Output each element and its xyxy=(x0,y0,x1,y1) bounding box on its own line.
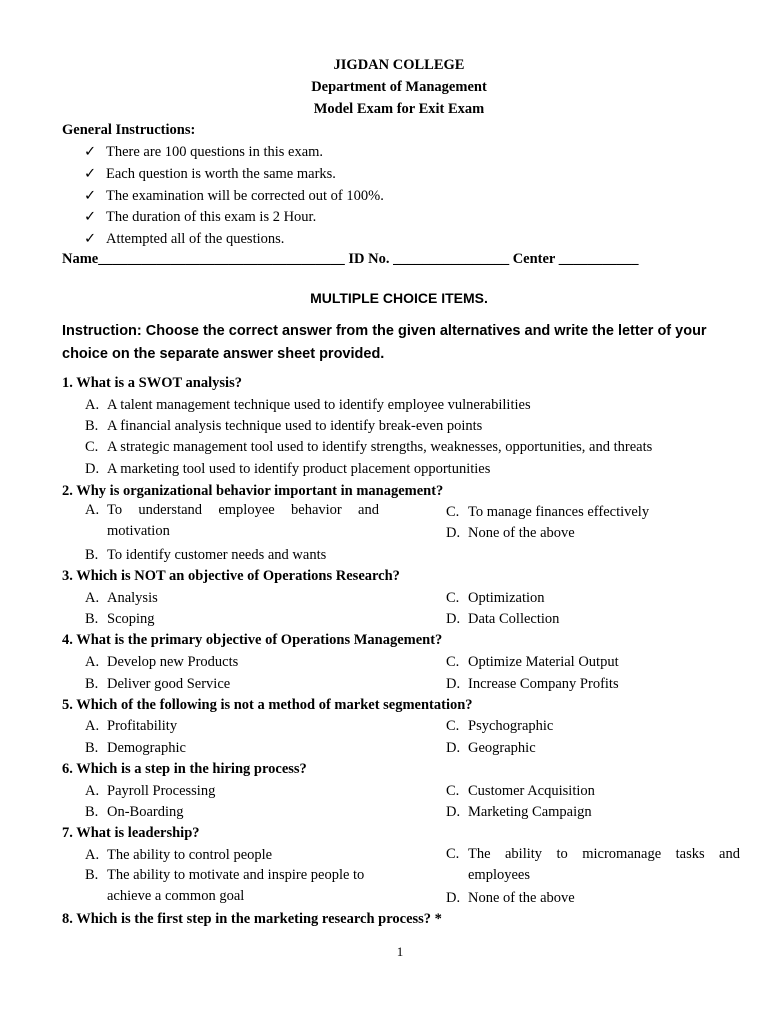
section-instruction: Instruction: Choose the correct answer from the given alternatives and write the letter of your choice on the separate answer sheet provided. xyxy=(62,323,707,362)
option-2a: A. To understand employee behavior and motivation xyxy=(85,502,379,539)
college-name: JIGDAN COLLEGE xyxy=(333,57,465,73)
department-name: Department of Management xyxy=(311,79,487,95)
instruction-item: ✓ There are 100 questions in this exam. xyxy=(84,144,324,160)
option-3a: A. Analysis xyxy=(85,590,158,606)
instruction-item: ✓ The duration of this exam is 2 Hour. xyxy=(84,209,317,225)
option-1d: D. A marketing tool used to identify product placement opportunities xyxy=(85,461,491,477)
option-1a: A. A talent management technique used to identify employee vulnerabilities xyxy=(85,397,531,413)
question-1: 1. What is a SWOT analysis? xyxy=(62,375,242,391)
general-instructions-heading: General Instructions: xyxy=(62,122,196,138)
question-2: 2. Why is organizational behavior important in management? xyxy=(62,483,444,499)
option-6d: D. Marketing Campaign xyxy=(446,804,592,820)
instruction-item: ✓ Each question is worth the same marks. xyxy=(84,166,336,182)
question-8: 8. Which is the first step in the marketing research process? * xyxy=(62,911,442,927)
instruction-item: ✓ The examination will be corrected out of 100%. xyxy=(84,188,384,204)
option-4d: D. Increase Company Profits xyxy=(446,676,619,692)
option-4c: C. Optimize Material Output xyxy=(446,654,619,670)
checkmark-icon: ✓ xyxy=(84,231,97,247)
question-5: 5. Which of the following is not a method of market segmentation? xyxy=(62,697,473,713)
option-2d: D. None of the above xyxy=(446,525,575,541)
option-4b: B. Deliver good Service xyxy=(85,676,231,692)
question-6: 6. Which is a step in the hiring process? xyxy=(62,761,307,777)
option-1b: B. A financial analysis technique used to identify break-even points xyxy=(85,418,483,434)
option-7c: C. The ability to micromanage tasks and employees xyxy=(446,846,740,883)
option-7b: B. The ability to motivate and inspire people to achieve a common goal xyxy=(85,867,365,904)
candidate-fields-line: Name__________________________________ ID No. ________________ Center ___________ xyxy=(62,251,639,267)
option-3c: C. Optimization xyxy=(446,590,545,606)
option-3d: D. Data Collection xyxy=(446,611,560,627)
option-2c: C. To manage finances effectively xyxy=(446,504,650,520)
option-6a: A. Payroll Processing xyxy=(85,783,216,799)
option-6c: C. Customer Acquisition xyxy=(446,783,595,799)
section-title: MULTIPLE CHOICE ITEMS. xyxy=(310,290,488,306)
instruction-item: ✓ Attempted all of the questions. xyxy=(84,231,285,247)
checkmark-icon: ✓ xyxy=(84,166,97,182)
option-4a: A. Develop new Products xyxy=(85,654,239,670)
option-2b: B. To identify customer needs and wants xyxy=(85,547,327,563)
question-4: 4. What is the primary objective of Operations Management? xyxy=(62,632,443,648)
option-5c: C. Psychographic xyxy=(446,718,554,734)
question-7: 7. What is leadership? xyxy=(62,825,200,841)
checkmark-icon: ✓ xyxy=(84,209,97,225)
option-6b: B. On-Boarding xyxy=(85,804,184,820)
option-3b: B. Scoping xyxy=(85,611,155,627)
option-7d: D. None of the above xyxy=(446,890,575,906)
option-1c: C. A strategic management tool used to identify strengths, weaknesses, opportunities, and threats xyxy=(85,439,653,455)
checkmark-icon: ✓ xyxy=(84,188,97,204)
option-5a: A. Profitability xyxy=(85,718,178,734)
checkmark-icon: ✓ xyxy=(84,144,97,160)
option-5b: B. Demographic xyxy=(85,740,186,756)
exam-title: Model Exam for Exit Exam xyxy=(313,101,485,117)
question-3: 3. Which is NOT an objective of Operations Research? xyxy=(62,568,400,584)
page-number: 1 xyxy=(396,944,404,959)
option-5d: D. Geographic xyxy=(446,740,536,756)
option-7a: A. The ability to control people xyxy=(85,847,273,863)
